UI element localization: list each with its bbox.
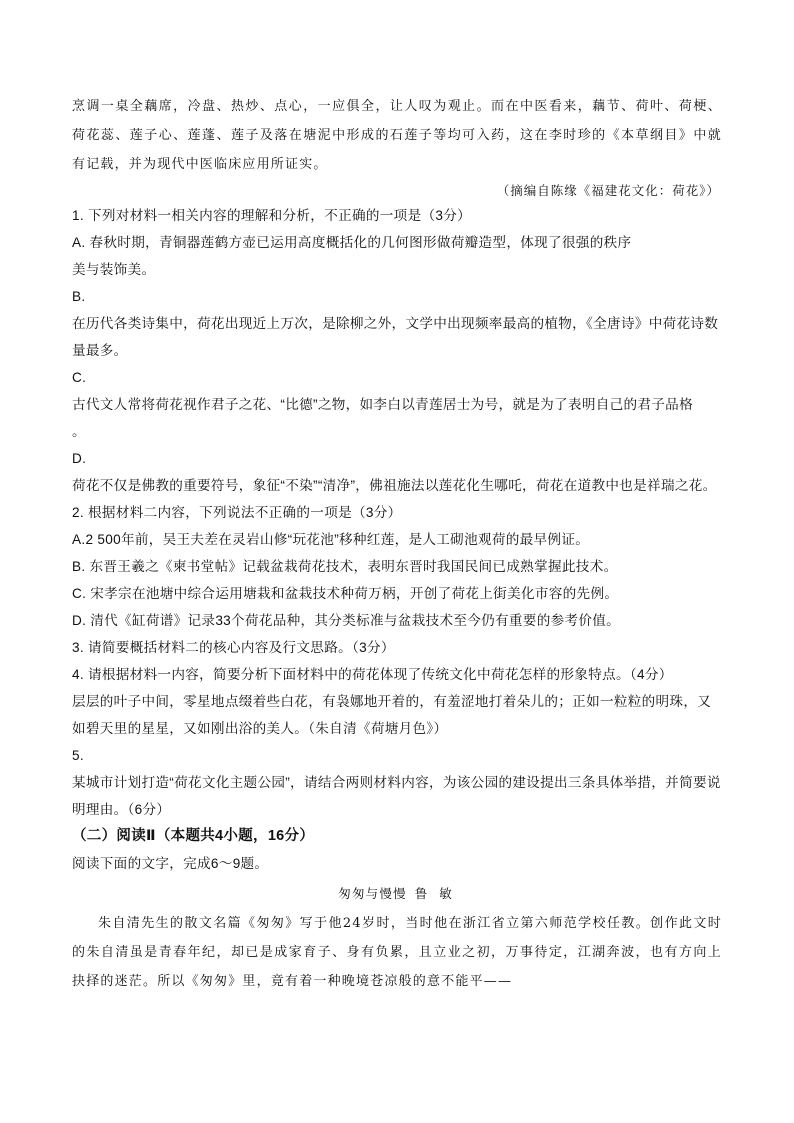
question-5-stem: 某城市计划打造“荷花文化主题公园”，请结合两则材料内容，为该公园的建设提出三条具体举措，并简要说明理由。（6分） xyxy=(72,775,721,817)
question-1-option-a-cont: 美与装饰美。 xyxy=(72,262,156,277)
question-2-stem: 2. 根据材料二内容，下列说法不正确的一项是（3分） xyxy=(72,505,402,520)
question-2-option-a: A.2 500年前，吴王夫差在灵岩山修“玩花池”移种红莲，是人工砌池观荷的最早例证。 xyxy=(72,532,590,547)
question-2-option-b: B. 东晋王羲之《柬书堂帖》记载盆栽荷花技术，表明东晋时我国民间已成熟掌握此技术。 xyxy=(72,559,618,574)
question-2-option-c: C. 宋孝宗在池塘中综合运用塘栽和盆栽技术种荷万柄，开创了荷花上街美化市容的先例。 xyxy=(72,586,619,601)
article-title: 匆匆与慢慢 xyxy=(338,886,407,901)
question-4-stem: 4. 请根据材料一内容，简要分析下面材料中的荷花体现了传统文化中荷花怎样的形象特点。（4分） xyxy=(72,667,673,682)
question-1-option-c-cont: 。 xyxy=(72,424,86,439)
article-title-line xyxy=(72,879,722,909)
question-3-stem: 3. 请简要概括材料二的核心内容及行文思路。（3分） xyxy=(72,640,395,655)
question-1-option-c: 古代文人常将荷花视作君子之花、“比德”之物，如李白以青莲居士为号，就是为了表明自己的君子品格 xyxy=(72,397,693,412)
section-two-heading xyxy=(72,823,722,850)
question-1-option-b-label: B. xyxy=(72,289,86,304)
source-citation: （摘编自陈缘《福建花文化：荷花》） xyxy=(496,183,720,198)
questions-section xyxy=(72,202,722,996)
article-author: 鲁 敏 xyxy=(414,886,456,901)
question-1-option-d: 荷花不仅是佛教的重要符号，象征“不染”“清净”，佛祖施法以莲花化生哪吒，荷花在道教中也是祥瑞之花。 xyxy=(72,478,717,493)
material-one-paragraph: 烹调一桌全藕席，冷盘、热炒、点心，一应俱全，让人叹为观止。而在中医看来，藕节、荷叶、荷梗、荷花蕊、莲子心、莲蓬、莲子及落在塘泥中形成的石莲子等均可入药，这在李时珍的《本草纲目》中就有记载，并为现代中医临床应用所证实。 xyxy=(72,99,722,172)
article-paragraph: 朱自清先生的散文名篇《匆匆》写于他24岁时，当时他在浙江省立第六师范学校任教。创作此文时的朱自清虽是青春年纪，却已是成家育子、身有负累，且立业之初，万事待定，江湖奔波，也有方向上抉择的迷茫。所以《匆匆》里，竟有着一种晚境苍凉般的意不能平—— xyxy=(72,916,722,989)
section-two-instruction: 阅读下面的文字，完成6～9题。 xyxy=(72,856,269,871)
question-1-option-b: 在历代各类诗集中，荷花出现近上万次，是除柳之外，文学中出现频率最高的植物，《全唐诗》中荷花诗数量最多。 xyxy=(72,316,719,358)
question-5-number: 5. xyxy=(72,748,84,763)
section-two-heading-note: （本题共4小题，16分） xyxy=(155,828,315,844)
question-2-option-d: D. 清代《缸荷谱》记录33个荷花品种，其分类标准与盆栽技术至今仍有重要的参考价值。 xyxy=(72,613,621,628)
question-1-option-c-label: C. xyxy=(72,370,87,385)
question-4-quote: 层层的叶子中间，零星地点缀着些白花，有袅娜地开着的，有羞涩地打着朵儿的；正如一粒粒的明珠，又如碧天里的星星，又如刚出浴的美人。（朱自清《荷塘月色》） xyxy=(72,694,712,736)
question-1-option-a: A. 春秋时期，青铜器莲鹤方壶已运用高度概括化的几何图形做荷瓣造型，体现了很强的秩序 xyxy=(72,235,632,250)
question-1-option-d-label: D. xyxy=(72,451,87,466)
section-two-heading-title: （二）阅读Ⅱ xyxy=(72,828,156,844)
question-1-stem: 1. 下列对材料一相关内容的理解和分析，不正确的一项是（3分） xyxy=(72,208,472,223)
